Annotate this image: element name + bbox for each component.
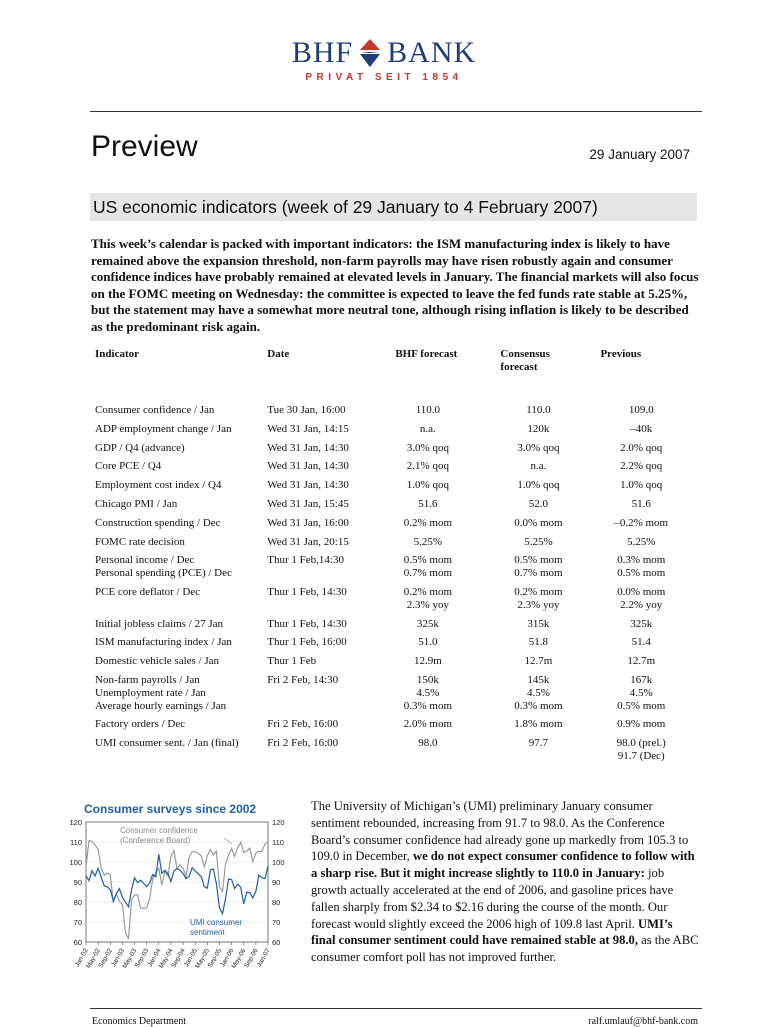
- cell-bhf-line: 51.0: [418, 636, 438, 649]
- cell-bhf-line: 12.9m: [413, 655, 442, 668]
- table-row: [90, 632, 690, 651]
- cell-indicator: [90, 532, 267, 551]
- cell-previous-line: 1.0% qoq: [620, 479, 663, 492]
- logo-word-right: BANK: [387, 36, 477, 69]
- cell-date: [267, 632, 371, 651]
- cell-previous: [592, 714, 690, 733]
- cell-consensus-line: 0.0% mom: [514, 516, 563, 529]
- cell-date: [267, 651, 371, 670]
- cell-consensus: [484, 733, 592, 765]
- cell-indicator-line: Consumer confidence / Jan: [95, 404, 215, 416]
- header-indicator: Indicator: [95, 348, 139, 360]
- x-tick-label: Sep-06: [243, 947, 260, 970]
- cell-consensus-line: 3.0% qoq: [517, 441, 560, 454]
- header-previous: Previous: [600, 348, 642, 360]
- cell-previous-line: 109.0: [628, 404, 654, 416]
- cell-date: [267, 714, 371, 733]
- cell-bhf-line: 2.1% qoq: [406, 460, 449, 473]
- cell-date-line: Thur 1 Feb, 14:30: [267, 585, 347, 598]
- cell-consensus: [484, 670, 592, 714]
- cell-bhf: [371, 419, 484, 438]
- bank-logo: [0, 36, 768, 83]
- cell-bhf-line: 110.0: [415, 404, 441, 416]
- cell-indicator: [90, 390, 267, 419]
- cell-bhf: [371, 475, 484, 494]
- table-row: [90, 550, 690, 582]
- cell-consensus: [484, 614, 592, 633]
- page-title: Preview: [91, 130, 198, 163]
- table-row: [90, 390, 690, 419]
- commentary-text-2: job growth actually accelerated at the end of 2006, and gasoline prices have fallen sharply from $2.34 to $2.16 during the course of the month. Our forecast would slightly exceed the 2006 high of 109.8 last April.: [311, 866, 674, 931]
- table-row: [90, 513, 690, 532]
- cell-date: [267, 550, 371, 582]
- cell-date: [267, 582, 371, 614]
- cell-consensus: [484, 651, 592, 670]
- cell-indicator-line: Personal income / Dec: [95, 554, 195, 567]
- cell-consensus: [484, 532, 592, 551]
- cell-previous-line: 51.6: [631, 497, 651, 510]
- y-tick-label-right: 100: [272, 858, 285, 867]
- cell-bhf-line: 0.7% mom: [403, 567, 453, 580]
- cell-consensus-line: 120k: [527, 422, 550, 435]
- cell-indicator: [90, 670, 267, 714]
- cell-consensus-line: 4.5%: [526, 686, 550, 699]
- cell-indicator-line: Average hourly earnings / Jan: [95, 699, 227, 712]
- cell-date: [267, 419, 371, 438]
- x-tick-label: Jan-05: [182, 947, 199, 969]
- cell-consensus-line: 1.0% qoq: [517, 479, 560, 492]
- cell-date-line: Thur 1 Feb, 14:30: [267, 617, 347, 630]
- cell-previous-line: 167k: [630, 673, 653, 686]
- cell-date: [267, 494, 371, 513]
- cell-previous-line: 4.5%: [629, 686, 653, 699]
- cell-previous-line: 2.2% yoy: [620, 598, 663, 611]
- publication-date: 29 January 2007: [589, 147, 690, 162]
- cell-indicator-line: PCE core deflator / Dec: [95, 585, 201, 598]
- cell-previous-line: 12.7m: [627, 655, 656, 668]
- cell-consensus: [484, 475, 592, 494]
- cell-previous-line: 0.3% mom: [617, 554, 666, 567]
- cell-consensus-line: 0.2% mom: [514, 585, 563, 598]
- cell-indicator-line: Construction spending / Dec: [95, 516, 221, 529]
- cell-bhf: [371, 632, 484, 651]
- cell-date-line: Thur 1 Feb: [267, 655, 317, 668]
- cell-indicator: [90, 733, 267, 765]
- cell-consensus-line: 52.0: [528, 497, 549, 510]
- cell-previous-line: 325k: [630, 617, 653, 630]
- cell-previous-line: 0.9% mom: [617, 718, 666, 731]
- cell-bhf: [371, 582, 484, 614]
- cell-previous-line: 2.2% qoq: [620, 460, 663, 473]
- section-title: US economic indicators (week of 29 January to 4 February 2007): [93, 197, 598, 217]
- table-row: [90, 614, 690, 633]
- cell-bhf-line: 150k: [416, 673, 439, 686]
- cell-bhf: [371, 438, 484, 457]
- cell-consensus: [484, 419, 592, 438]
- cell-consensus-line: 110.0: [526, 404, 551, 416]
- x-tick-label: May-03: [121, 947, 139, 970]
- cell-date: [267, 390, 371, 419]
- cell-indicator: [90, 438, 267, 457]
- cell-indicator-line: Non-farm payrolls / Jan: [95, 673, 200, 686]
- cell-date-line: Tue 30 Jan, 16:00: [267, 404, 346, 416]
- cell-bhf: [371, 390, 484, 419]
- table-row: [90, 651, 690, 670]
- cell-previous-line: 0.5% mom: [617, 699, 666, 712]
- header-consensus-forecast: [484, 348, 592, 390]
- cell-date-line: Wed 31 Jan, 20:15: [267, 535, 349, 548]
- cell-date: [267, 438, 371, 457]
- cell-indicator: [90, 582, 267, 614]
- cell-indicator: [90, 632, 267, 651]
- cell-date: [267, 670, 371, 714]
- x-tick-label: Jan-07: [255, 947, 272, 969]
- cell-previous: [592, 651, 690, 670]
- cell-consensus: [484, 456, 592, 475]
- cell-date-line: Wed 31 Jan, 14:30: [267, 441, 349, 454]
- cell-bhf: [371, 733, 484, 765]
- cell-bhf-line: n.a.: [419, 422, 436, 435]
- table-row: [90, 475, 690, 494]
- cell-date: [267, 532, 371, 551]
- cell-indicator-line: Core PCE / Q4: [95, 460, 162, 473]
- cell-bhf: [371, 456, 484, 475]
- table-row: [90, 670, 690, 714]
- consumer-surveys-chart: [60, 812, 296, 1008]
- intro-paragraph: This week’s calendar is packed with important indicators: the ISM manufacturing index is likely to have remained above the expansion threshold, non-farm payrolls may have risen robustly again and consumer confidence indices have probably remained at elevated levels in January. The financial markets will also focus on the FOMC meeting on Wednesday: the committee is expected to leave the fed funds rate stable at 5.25%, but the statement may have a somewhat more neutral tone, although rising inflation is likely to be described as the predominant risk again.: [91, 236, 699, 334]
- y-tick-label-right: 90: [272, 878, 281, 887]
- cell-previous: [592, 550, 690, 582]
- cell-bhf: [371, 670, 484, 714]
- logo-diamond-icon: [359, 39, 381, 67]
- y-tick-label-right: 70: [272, 918, 281, 927]
- header-consensus-text: Consensus forecast: [500, 348, 550, 373]
- cell-indicator-line: Employment cost index / Q4: [95, 479, 222, 492]
- cell-consensus-line: 51.8: [528, 636, 549, 649]
- x-tick-label: May-05: [194, 947, 212, 970]
- y-tick-label-left: 100: [69, 858, 82, 867]
- cell-previous-line: 0.5% mom: [617, 567, 666, 580]
- cell-previous: [592, 733, 690, 765]
- cell-previous-line: 2.0% qoq: [620, 441, 663, 454]
- cell-consensus: [484, 513, 592, 532]
- logo-word-left: BHF: [291, 36, 354, 69]
- commentary-text-1: The University of Michigan’s (UMI) preliminary January consumer sentiment rebounded, increasing from 91.7 to 98.0. As the Conference Board’s consumer confidence had already gone up markedly from 105.3 to 109.0 in December,: [311, 799, 689, 864]
- cell-indicator-line: GDP / Q4 (advance): [95, 441, 185, 454]
- x-tick-label: Sep-03: [133, 947, 151, 970]
- cell-indicator-line: FOMC rate decision: [95, 535, 185, 548]
- cell-previous: [592, 438, 690, 457]
- cell-indicator: [90, 714, 267, 733]
- cell-date: [267, 614, 371, 633]
- cell-bhf: [371, 550, 484, 582]
- x-tick-label: May-04: [157, 947, 175, 970]
- table-row: [90, 582, 690, 614]
- cell-indicator-line: Personal spending (PCE) / Dec: [95, 567, 232, 580]
- cell-indicator: [90, 475, 267, 494]
- y-tick-label-left: 70: [73, 918, 82, 927]
- cell-bhf-line: 0.2% mom: [403, 516, 453, 529]
- x-tick-label: Jan-06: [219, 947, 236, 969]
- cell-date-line: Fri 2 Feb, 16:00: [267, 737, 339, 750]
- cell-bhf-line: 2.3% yoy: [406, 598, 449, 611]
- cell-previous: [592, 390, 690, 419]
- table-row: [90, 733, 690, 765]
- cell-consensus-line: 1.8% mom: [514, 718, 563, 731]
- cell-previous: [592, 670, 690, 714]
- cell-previous: [592, 582, 690, 614]
- table-row: [90, 419, 690, 438]
- table-row: [90, 494, 690, 513]
- cell-indicator: [90, 419, 267, 438]
- x-tick-label: Jan-04: [146, 947, 163, 969]
- cell-bhf: [371, 614, 484, 633]
- table-row: [90, 532, 690, 551]
- cell-bhf-line: 0.2% mom: [403, 585, 453, 598]
- commentary-bold-2: UMI’s final consumer sentiment could have remained stable at 98.0,: [311, 916, 673, 948]
- header-date: Date: [267, 348, 290, 360]
- cell-consensus-line: 0.3% mom: [514, 699, 563, 712]
- annotation-consumer-confidence: Consumer confidence (Conference Board): [120, 826, 198, 845]
- cell-indicator-line: ADP employment change / Jan: [95, 422, 232, 435]
- cell-bhf-line: 1.0% qoq: [406, 479, 449, 492]
- cell-bhf-line: 98.0: [418, 737, 438, 750]
- cell-consensus: [484, 390, 592, 419]
- cell-previous-line: 91.7 (Dec): [617, 749, 665, 762]
- cell-indicator-line: Initial jobless claims / 27 Jan: [95, 617, 224, 630]
- cell-date-line: Wed 31 Jan, 14:30: [267, 460, 349, 473]
- logo-tagline: PRIVAT SEIT 1854: [305, 72, 463, 83]
- cell-previous-line: 98.0 (prel.): [616, 737, 666, 750]
- cell-consensus-line: 315k: [527, 617, 550, 630]
- y-tick-label-right: 60: [272, 938, 281, 947]
- y-tick-label-left: 120: [69, 818, 82, 827]
- cell-previous: [592, 475, 690, 494]
- y-tick-label-right: 110: [272, 838, 284, 847]
- cell-consensus: [484, 550, 592, 582]
- cell-date-line: Fri 2 Feb, 14:30: [267, 673, 339, 686]
- cell-indicator-line: ISM manufacturing index / Jan: [95, 636, 232, 649]
- cell-indicator: [90, 550, 267, 582]
- cell-indicator-line: UMI consumer sent. / Jan (final): [95, 737, 239, 750]
- cell-previous-line: 0.0% mom: [617, 585, 666, 598]
- x-tick-label: Sep-02: [97, 947, 114, 970]
- cell-previous-line: 5.25%: [627, 535, 656, 548]
- cell-indicator: [90, 494, 267, 513]
- table-header-row: [90, 348, 690, 390]
- cell-date-line: Wed 31 Jan, 16:00: [267, 516, 349, 529]
- cell-bhf-line: 4.5%: [416, 686, 440, 699]
- commentary-paragraph: [311, 798, 699, 966]
- footer-email: ralf.umlauf@bhf-bank.com: [588, 1016, 698, 1027]
- table-row: [90, 714, 690, 733]
- cell-date-line: Thur 1 Feb,14:30: [267, 554, 344, 567]
- annotation-umi-sentiment: UMI consumer sentiment: [190, 918, 243, 937]
- cell-previous: [592, 494, 690, 513]
- cell-date-line: Wed 31 Jan, 14:15: [267, 422, 349, 435]
- cell-date: [267, 456, 371, 475]
- cell-bhf: [371, 532, 484, 551]
- cell-date: [267, 733, 371, 765]
- cell-bhf-line: 325k: [416, 617, 439, 630]
- cell-indicator-line: Unemployment rate / Jan: [95, 686, 206, 699]
- cell-consensus-line: n.a.: [530, 460, 547, 473]
- cell-previous: [592, 532, 690, 551]
- cell-bhf: [371, 714, 484, 733]
- y-tick-label-left: 80: [73, 898, 82, 907]
- commentary-bold-1: we do not expect consumer confidence to follow with a sharp rise. But it might increase slightly to 110.0 in January:: [311, 849, 695, 881]
- header-rule: [90, 111, 702, 112]
- y-tick-label-right: 80: [272, 898, 281, 907]
- y-tick-label-left: 60: [73, 938, 82, 947]
- cell-date: [267, 513, 371, 532]
- chart-title: Consumer surveys since 2002: [84, 802, 257, 816]
- cell-consensus-line: 2.3% yoy: [517, 598, 560, 611]
- y-tick-label-left: 90: [73, 878, 82, 887]
- cell-indicator: [90, 651, 267, 670]
- cell-indicator-line: Factory orders / Dec: [95, 718, 186, 731]
- cell-bhf-line: 5.25%: [413, 535, 443, 548]
- footer-department: Economics Department: [92, 1016, 187, 1027]
- cell-consensus: [484, 582, 592, 614]
- x-tick-label: May-02: [84, 947, 102, 970]
- cell-previous-line: –40k: [630, 422, 653, 435]
- cell-bhf: [371, 494, 484, 513]
- cell-indicator: [90, 513, 267, 532]
- cell-bhf: [371, 651, 484, 670]
- header-bhf-forecast: BHF forecast: [395, 348, 458, 360]
- cell-consensus: [484, 632, 592, 651]
- cell-consensus-line: 0.7% mom: [514, 567, 563, 580]
- cell-consensus: [484, 438, 592, 457]
- cell-previous: [592, 456, 690, 475]
- cell-indicator: [90, 456, 267, 475]
- y-tick-label-left: 110: [70, 838, 82, 847]
- cell-consensus: [484, 714, 592, 733]
- commentary-text-3: as the ABC consumer comfort poll has not improved further.: [311, 933, 699, 965]
- cell-previous-line: 51.4: [631, 636, 651, 649]
- cell-bhf-line: 2.0% mom: [403, 718, 453, 731]
- cell-indicator-line: Domestic vehicle sales / Jan: [95, 655, 220, 668]
- indicators-table: [90, 348, 690, 765]
- x-tick-label: May-06: [230, 947, 248, 970]
- x-tick-label: Jan-03: [110, 947, 127, 969]
- cell-date-line: Thur 1 Feb, 16:00: [267, 636, 347, 649]
- cell-consensus: [484, 494, 592, 513]
- cell-previous: [592, 419, 690, 438]
- cell-date: [267, 475, 371, 494]
- cell-previous-line: –0.2% mom: [614, 516, 669, 529]
- x-tick-label: Sep-04: [170, 947, 187, 970]
- cell-indicator: [90, 614, 267, 633]
- cell-bhf-line: 0.5% mom: [403, 554, 453, 567]
- cell-consensus-line: 12.7m: [524, 655, 553, 668]
- cell-date-line: Wed 31 Jan, 15:45: [267, 497, 349, 510]
- cell-bhf-line: 3.0% qoq: [406, 441, 449, 454]
- cell-date-line: Fri 2 Feb, 16:00: [267, 718, 339, 731]
- cell-bhf: [371, 513, 484, 532]
- cell-previous: [592, 632, 690, 651]
- cell-previous: [592, 513, 690, 532]
- table-row: [90, 456, 690, 475]
- table-row: [90, 438, 690, 457]
- cell-bhf-line: 51.6: [418, 497, 438, 510]
- cell-consensus-line: 0.5% mom: [514, 554, 563, 567]
- cell-previous: [592, 614, 690, 633]
- cell-indicator-line: Chicago PMI / Jan: [95, 497, 178, 510]
- cell-consensus-line: 5.25%: [524, 535, 553, 548]
- x-tick-label: Jan-02: [73, 947, 90, 969]
- cell-bhf-line: 0.3% mom: [403, 699, 453, 712]
- x-tick-label: Sep-05: [206, 947, 224, 970]
- y-tick-label-right: 120: [272, 818, 285, 827]
- cell-consensus-line: 145k: [527, 673, 550, 686]
- cell-date-line: Wed 31 Jan, 14:30: [267, 479, 349, 492]
- footer-rule: [90, 1008, 702, 1009]
- cell-consensus-line: 97.7: [528, 737, 549, 750]
